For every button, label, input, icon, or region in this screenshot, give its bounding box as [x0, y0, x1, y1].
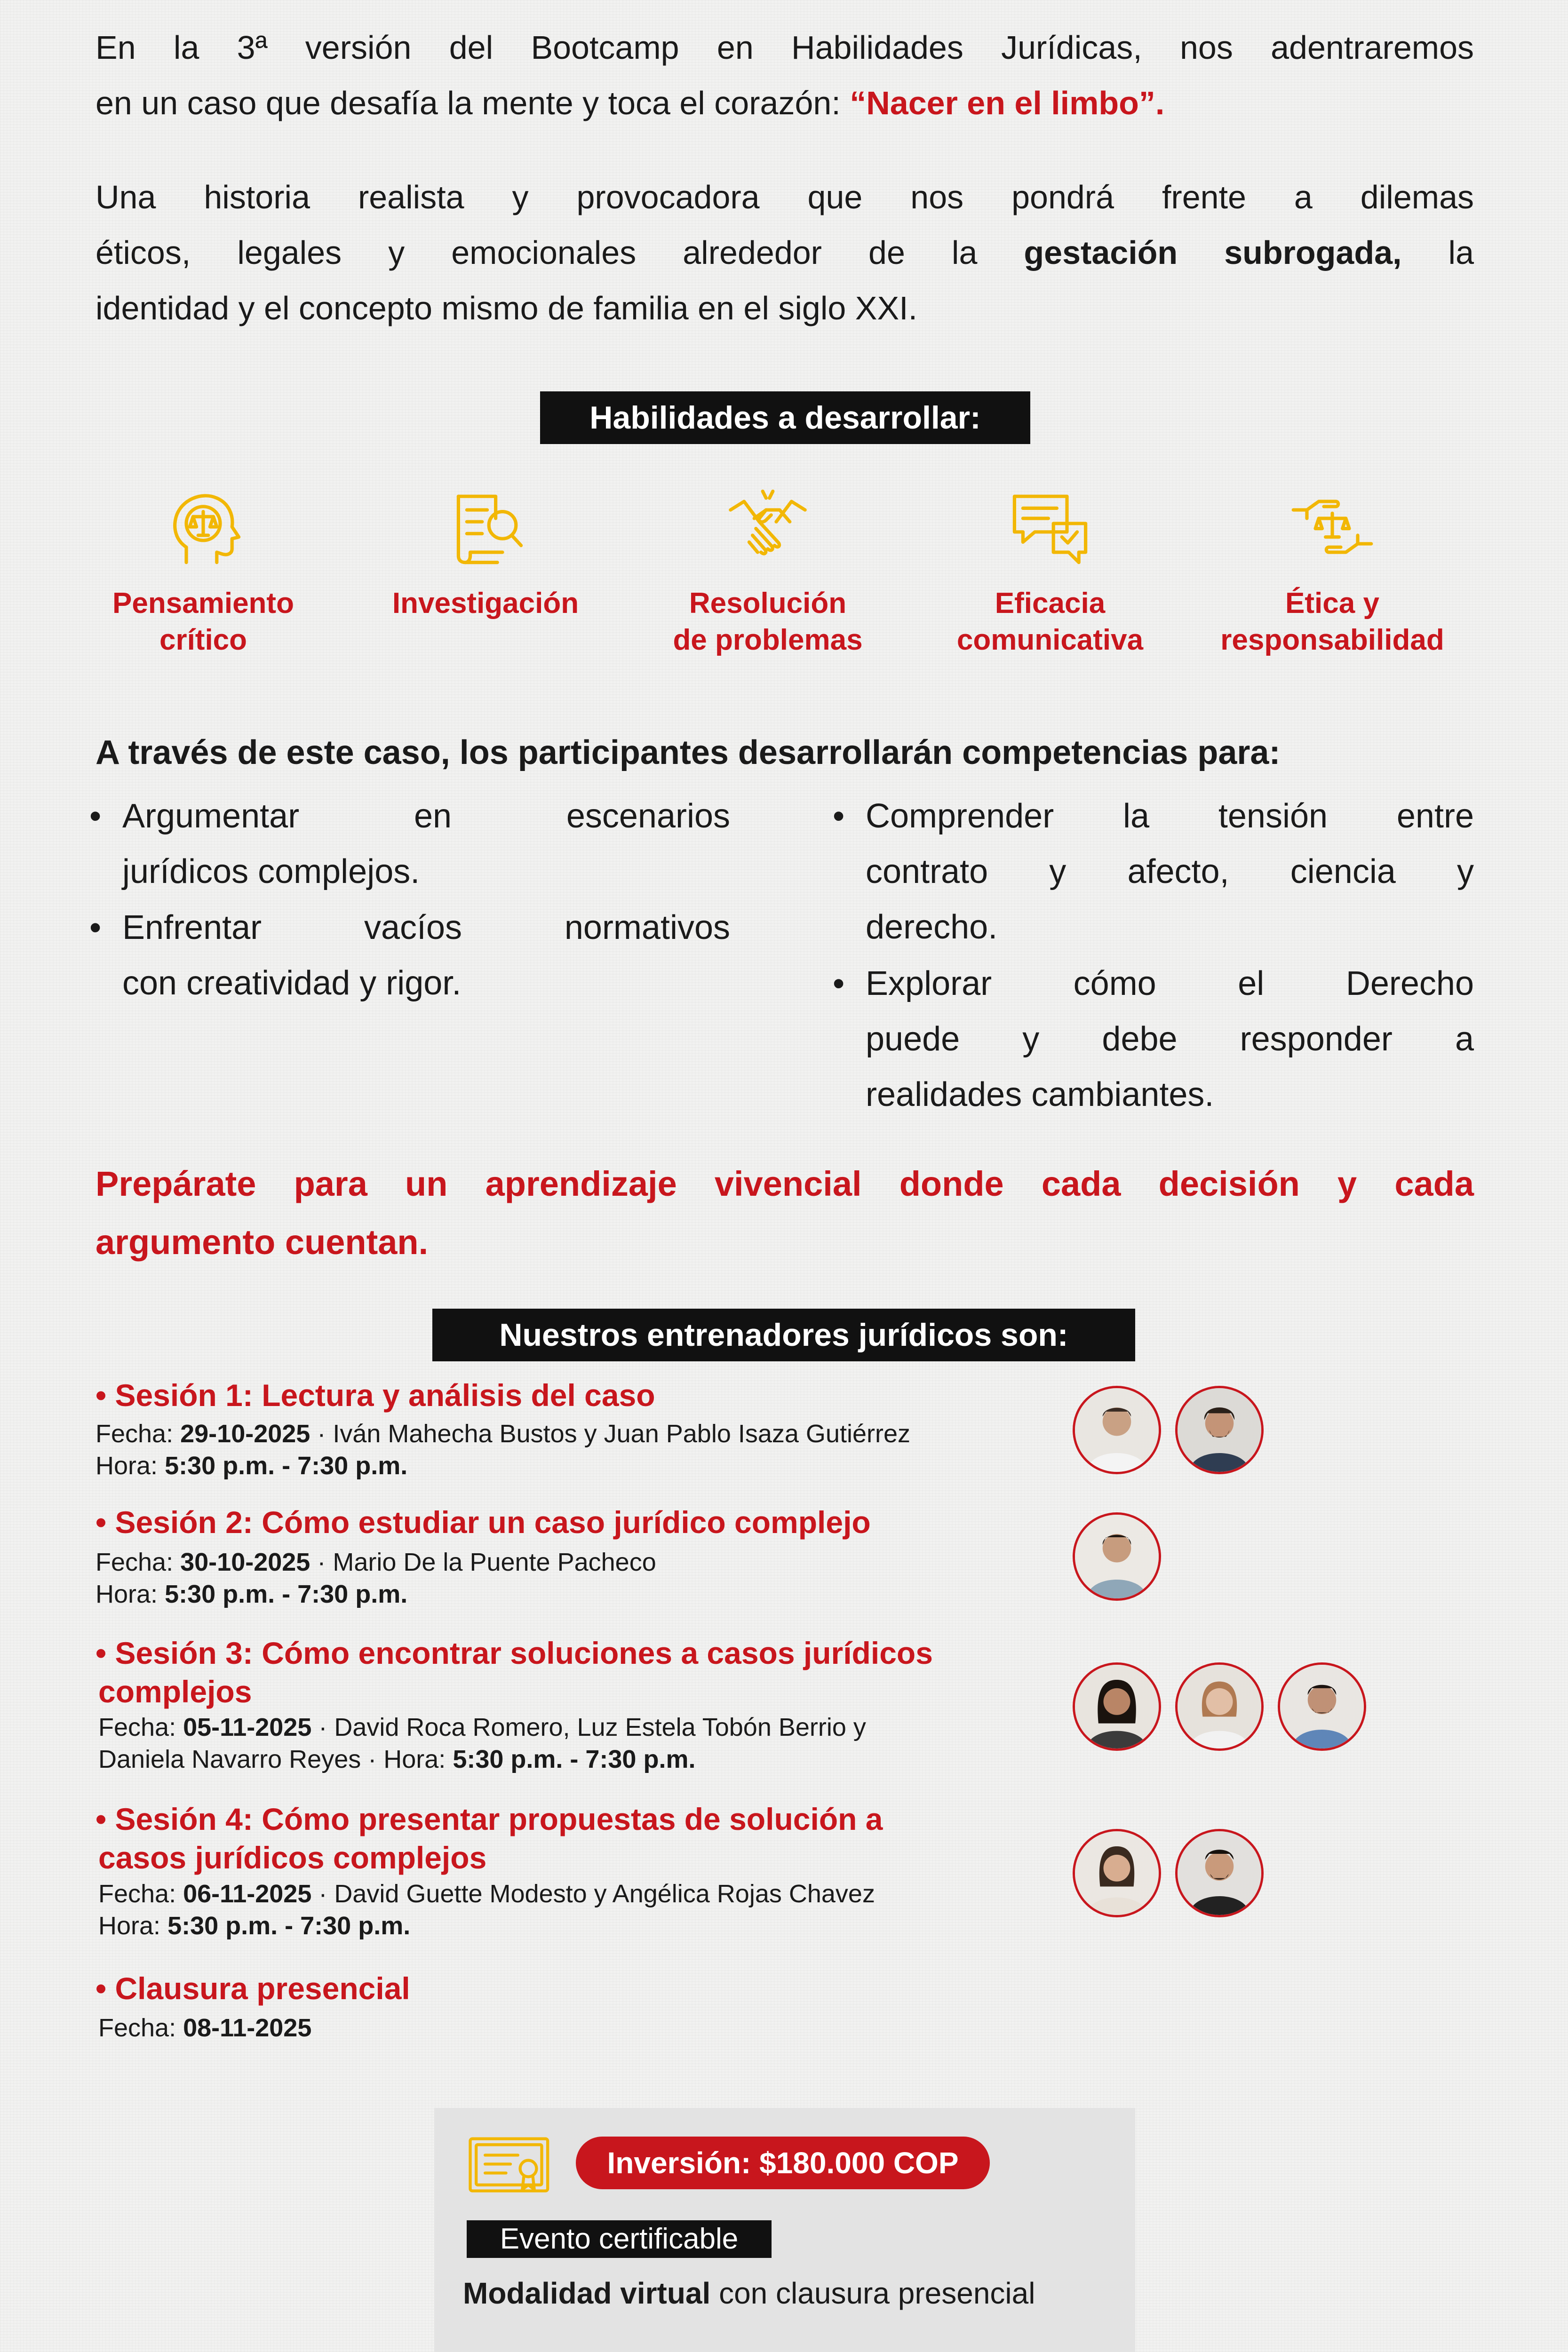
chat-bubbles-icon	[1008, 485, 1092, 569]
label: Hora:	[96, 1452, 158, 1480]
trainer-names: David Roca Romero, Luz Estela Tobón Berrio y	[334, 1713, 866, 1741]
intro-paragraph-1	[96, 20, 1474, 131]
cta-line: Prepárate para un aprendizaje vivencial donde cada decisión y cada	[96, 1164, 1474, 1203]
label: Fecha:	[98, 1713, 176, 1741]
label: Fecha:	[98, 2014, 176, 2042]
price-badge: Inversión: $180.000 COP	[576, 2137, 990, 2189]
session-4-time-line	[98, 1910, 410, 1942]
separator: ·	[361, 1745, 384, 1773]
intro-paragraph-2	[96, 169, 1474, 336]
bullet: •	[833, 797, 845, 835]
session-4-title	[96, 1800, 883, 1877]
competency-item	[89, 788, 730, 899]
session-time: 5:30 p.m. - 7:30 p.m.	[167, 1912, 411, 1940]
session-2-time-line	[96, 1578, 407, 1610]
session-2-date-line	[96, 1546, 656, 1578]
intro-line: en un caso que desafía la mente y toca el corazón:	[96, 85, 850, 121]
certifiable-label: Evento certificable	[467, 2220, 772, 2258]
competency-line: Comprender la tensión entre	[866, 797, 1474, 835]
competency-item	[89, 900, 730, 1011]
title-line: casos jurídicos complejos	[98, 1840, 487, 1875]
label: Fecha:	[96, 1548, 174, 1576]
avatar	[1073, 1512, 1161, 1601]
competency-line: jurídicos complejos.	[122, 853, 420, 890]
trainer-names: Iván Mahecha Bustos y Juan Pablo Isaza Gutiérrez	[333, 1420, 910, 1448]
session-2-title: • Sesión 2: Cómo estudiar un caso jurídico complejo	[96, 1505, 871, 1540]
intro-line: Una historia realista y provocadora que nos pondrá frente a dilemas	[96, 179, 1474, 215]
skill-communication	[928, 485, 1172, 659]
competency-line: Enfrentar vacíos normativos	[122, 909, 730, 946]
trainer-photo	[1178, 1665, 1261, 1748]
session-date: 08-11-2025	[183, 2014, 312, 2042]
session-1-time-line	[96, 1450, 407, 1482]
competency-item	[833, 788, 1474, 955]
competency-line: realidades cambiantes.	[866, 1076, 1214, 1113]
competency-item	[833, 956, 1474, 1122]
trainer-photo	[1178, 1831, 1261, 1915]
competency-line: contrato y afecto, ciencia y	[866, 853, 1474, 890]
head-scales-icon	[161, 485, 246, 569]
separator: ·	[311, 1713, 334, 1741]
competencies-heading: A través de este caso, los participantes desarrollarán competencias para:	[96, 734, 1281, 771]
session-date: 30-10-2025	[180, 1548, 310, 1576]
trainer-names: Mario De la Puente Pacheco	[333, 1548, 656, 1576]
trainer-photo	[1075, 1831, 1159, 1915]
document-magnifier-icon	[443, 485, 528, 569]
intro-bold-term: gestación subrogada,	[1024, 234, 1402, 271]
skill-label: crítico	[159, 624, 247, 656]
session-time: 5:30 p.m. - 7:30 p.m.	[453, 1745, 696, 1773]
cta-text	[96, 1155, 1474, 1271]
bullet: •	[89, 797, 102, 835]
session-date: 06-11-2025	[183, 1880, 312, 1908]
skill-label: comunicativa	[956, 624, 1144, 656]
skill-label: Resolución	[689, 587, 847, 620]
session-date: 05-11-2025	[183, 1713, 312, 1741]
modality-text	[463, 2272, 1035, 2314]
separator: ·	[310, 1420, 333, 1448]
intro-line: En la 3ª versión del Bootcamp en Habilidades Jurídicas, nos adentraremos	[96, 29, 1474, 66]
modality-bold: Modalidad virtual	[463, 2276, 711, 2310]
trainer-names: Daniela Navarro Reyes	[98, 1745, 361, 1773]
trainer-photo	[1280, 1665, 1364, 1748]
skill-label: de problemas	[673, 624, 863, 656]
skill-research	[363, 485, 608, 622]
session-date: 29-10-2025	[180, 1420, 310, 1448]
hand-scales-icon	[1290, 485, 1375, 569]
separator: ·	[311, 1880, 334, 1908]
cta-line: argumento cuentan.	[96, 1223, 429, 1262]
handshake-icon	[725, 485, 810, 569]
competency-line: Explorar cómo el Derecho	[866, 965, 1474, 1002]
skills-heading: Habilidades a desarrollar:	[540, 391, 1030, 444]
trainer-photo	[1075, 1388, 1159, 1472]
trainer-photo	[1075, 1665, 1159, 1748]
skill-ethics	[1210, 485, 1455, 659]
skill-label: Ética y	[1285, 587, 1379, 620]
avatar	[1175, 1386, 1264, 1474]
session-3-title	[96, 1634, 933, 1711]
session-1-title: • Sesión 1: Lectura y análisis del caso	[96, 1378, 655, 1413]
skill-label: Investigación	[392, 587, 579, 620]
modality-rest: con clausura presencial	[710, 2276, 1035, 2310]
title-line: • Sesión 3: Cómo encontrar soluciones a casos jurídicos	[96, 1636, 933, 1670]
avatar	[1278, 1662, 1366, 1751]
closing-date-line	[98, 2012, 311, 2044]
case-title: “Nacer en el limbo”.	[850, 85, 1165, 121]
intro-line: la	[1401, 234, 1474, 271]
skill-label: Pensamiento	[112, 587, 294, 620]
skill-label: Eficacia	[995, 587, 1106, 620]
competency-line: puede y debe responder a	[866, 1020, 1474, 1058]
closing-title: • Clausura presencial	[96, 1971, 410, 2006]
bullet: •	[833, 965, 845, 1002]
trainers-heading: Nuestros entrenadores jurídicos son:	[432, 1309, 1135, 1361]
session-time: 5:30 p.m. - 7:30 p.m.	[165, 1580, 408, 1608]
intro-line: identidad y el concepto mismo de familia en el siglo XXI.	[96, 290, 918, 326]
title-line: • Sesión 4: Cómo presentar propuestas de solución a	[96, 1802, 883, 1836]
session-1-date-line	[96, 1418, 910, 1450]
skill-label: responsabilidad	[1220, 624, 1444, 656]
session-time: 5:30 p.m. - 7:30 p.m.	[165, 1452, 408, 1480]
avatar	[1073, 1829, 1161, 1917]
session-4-date-line	[98, 1878, 875, 1910]
separator: ·	[310, 1548, 333, 1576]
session-3-date-line	[98, 1711, 866, 1743]
avatar	[1073, 1662, 1161, 1751]
avatar	[1175, 1829, 1264, 1917]
competency-line: con creatividad y rigor.	[122, 964, 462, 1002]
certificate-icon	[466, 2131, 555, 2206]
label: Fecha:	[96, 1420, 174, 1448]
session-3-time-line	[98, 1743, 695, 1775]
label: Fecha:	[98, 1880, 176, 1908]
trainer-photo	[1178, 1388, 1261, 1472]
trainer-photo	[1075, 1515, 1159, 1598]
avatar	[1073, 1386, 1161, 1474]
avatar	[1175, 1662, 1264, 1751]
skill-problem-solving	[645, 485, 890, 659]
title-line: complejos	[98, 1674, 252, 1709]
label: Hora:	[98, 1912, 161, 1940]
competency-line: Argumentar en escenarios	[122, 797, 730, 835]
label: Hora:	[96, 1580, 158, 1608]
bullet: •	[89, 909, 102, 946]
skill-critical-thinking	[81, 485, 326, 659]
intro-line: éticos, legales y emocionales alrededor de la	[96, 234, 1024, 271]
label: Hora:	[383, 1745, 446, 1773]
competency-line: derecho.	[866, 908, 998, 946]
trainer-names: David Guette Modesto y Angélica Rojas Chavez	[334, 1880, 875, 1908]
